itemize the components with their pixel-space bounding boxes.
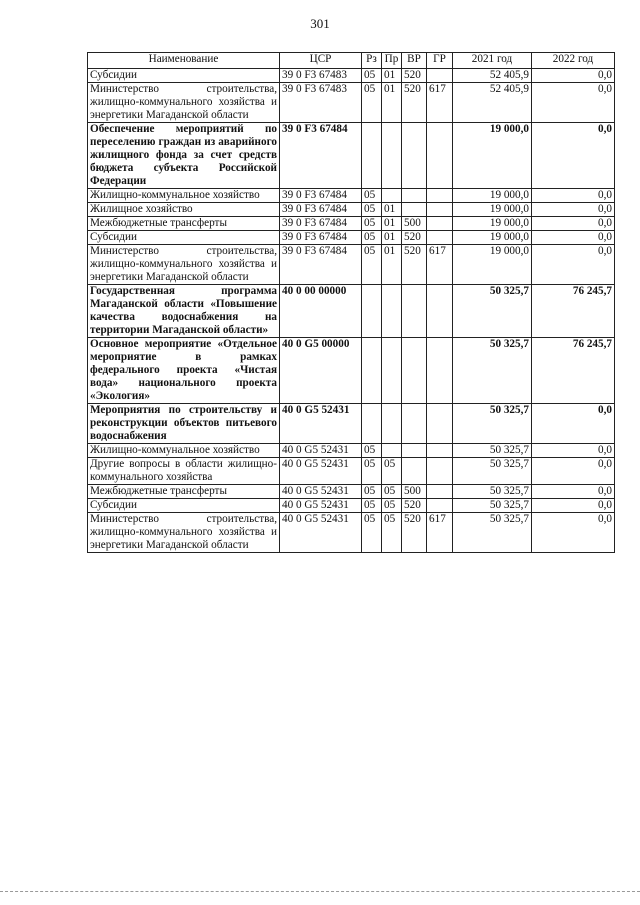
cell-y2022: 0,0	[532, 513, 615, 553]
cell-pr: 01	[382, 83, 402, 123]
cell-name: Жилищное хозяйство	[88, 203, 280, 217]
table-body	[88, 69, 615, 553]
cell-name: Государственная программа Магаданской области «Повышение качества водоснабжения на территории Магаданской области»	[88, 285, 280, 338]
cell-vr	[402, 458, 427, 485]
cell-y2021: 50 325,7	[453, 513, 532, 553]
cell-csr: 40 0 G5 52431	[280, 499, 362, 513]
cell-y2022: 76 245,7	[532, 285, 615, 338]
table-row	[88, 203, 615, 217]
cell-name: Мероприятия по строительству и реконструкции объектов питьевого водоснабжения	[88, 404, 280, 444]
cell-vr: 500	[402, 217, 427, 231]
cell-gr: 617	[427, 513, 453, 553]
table-row	[88, 513, 615, 553]
cell-rz	[362, 404, 382, 444]
cell-name: Жилищно-коммунальное хозяйство	[88, 444, 280, 458]
cell-csr: 39 0 F3 67484	[280, 217, 362, 231]
cell-y2021: 50 325,7	[453, 338, 532, 404]
cell-csr: 39 0 F3 67484	[280, 231, 362, 245]
cell-rz	[362, 285, 382, 338]
cell-rz	[362, 338, 382, 404]
cell-gr: 617	[427, 83, 453, 123]
cell-y2021: 19 000,0	[453, 217, 532, 231]
cell-y2021: 19 000,0	[453, 123, 532, 189]
cell-vr	[402, 189, 427, 203]
table-header-row	[88, 53, 615, 69]
cell-name: Министерство строительства, жилищно-коммунального хозяйства и энергетики Магаданской области	[88, 245, 280, 285]
cell-gr	[427, 189, 453, 203]
cell-rz: 05	[362, 203, 382, 217]
cell-pr: 01	[382, 69, 402, 83]
cell-y2021: 50 325,7	[453, 499, 532, 513]
cell-y2022: 0,0	[532, 404, 615, 444]
cell-rz: 05	[362, 444, 382, 458]
cell-y2021: 52 405,9	[453, 69, 532, 83]
cell-gr	[427, 123, 453, 189]
cell-pr	[382, 285, 402, 338]
cell-y2022: 0,0	[532, 217, 615, 231]
cell-csr: 40 0 G5 00000	[280, 338, 362, 404]
cell-gr	[427, 203, 453, 217]
cell-name: Министерство строительства, жилищно-коммунального хозяйства и энергетики Магаданской области	[88, 83, 280, 123]
cell-vr: 520	[402, 83, 427, 123]
cell-rz	[362, 123, 382, 189]
cell-name: Министерство строительства, жилищно-коммунального хозяйства и энергетики Магаданской области	[88, 513, 280, 553]
cell-y2022: 0,0	[532, 83, 615, 123]
cell-csr: 39 0 F3 67484	[280, 245, 362, 285]
cell-name: Субсидии	[88, 69, 280, 83]
cell-rz: 05	[362, 83, 382, 123]
cell-csr: 39 0 F3 67484	[280, 189, 362, 203]
cell-gr	[427, 444, 453, 458]
table-row	[88, 69, 615, 83]
cell-y2022: 76 245,7	[532, 338, 615, 404]
table-row	[88, 458, 615, 485]
header-gr: ГР	[427, 53, 453, 69]
cell-vr	[402, 123, 427, 189]
cell-y2022: 0,0	[532, 499, 615, 513]
cell-y2021: 19 000,0	[453, 189, 532, 203]
cell-csr: 40 0 00 00000	[280, 285, 362, 338]
cell-y2021: 50 325,7	[453, 458, 532, 485]
table-row	[88, 217, 615, 231]
cell-pr: 05	[382, 485, 402, 499]
header-pr: Пр	[382, 53, 402, 69]
cell-rz: 05	[362, 245, 382, 285]
cell-csr: 39 0 F3 67484	[280, 203, 362, 217]
cell-gr	[427, 404, 453, 444]
cell-rz: 05	[362, 69, 382, 83]
table-row	[88, 231, 615, 245]
cell-csr: 40 0 G5 52431	[280, 513, 362, 553]
cell-y2022: 0,0	[532, 485, 615, 499]
cell-vr: 520	[402, 245, 427, 285]
table-row	[88, 499, 615, 513]
cell-vr	[402, 444, 427, 458]
cell-gr	[427, 458, 453, 485]
cell-gr	[427, 285, 453, 338]
cell-y2022: 0,0	[532, 123, 615, 189]
cell-vr	[402, 404, 427, 444]
header-vr: ВР	[402, 53, 427, 69]
cell-y2022: 0,0	[532, 245, 615, 285]
cell-y2022: 0,0	[532, 203, 615, 217]
cell-vr: 520	[402, 499, 427, 513]
cell-gr	[427, 69, 453, 83]
cell-gr	[427, 485, 453, 499]
cell-y2021: 19 000,0	[453, 231, 532, 245]
cell-pr: 05	[382, 458, 402, 485]
cell-pr: 05	[382, 513, 402, 553]
table-row	[88, 123, 615, 189]
cell-vr	[402, 338, 427, 404]
cell-pr: 05	[382, 499, 402, 513]
cell-rz: 05	[362, 189, 382, 203]
cell-y2022: 0,0	[532, 69, 615, 83]
cell-rz: 05	[362, 458, 382, 485]
cell-y2022: 0,0	[532, 189, 615, 203]
cell-pr: 01	[382, 245, 402, 285]
header-2021: 2021 год	[453, 53, 532, 69]
cell-pr	[382, 338, 402, 404]
cell-y2021: 19 000,0	[453, 245, 532, 285]
cell-csr: 40 0 G5 52431	[280, 404, 362, 444]
table-row	[88, 485, 615, 499]
table-row	[88, 404, 615, 444]
cell-pr: 01	[382, 231, 402, 245]
cell-gr	[427, 217, 453, 231]
cell-pr: 01	[382, 203, 402, 217]
cell-csr: 40 0 G5 52431	[280, 485, 362, 499]
cell-name: Жилищно-коммунальное хозяйство	[88, 189, 280, 203]
cell-gr	[427, 499, 453, 513]
cell-name: Обеспечение мероприятий по переселению граждан из аварийного жилищного фонда за счет средств бюджета субъекта Российской Федерации	[88, 123, 280, 189]
header-name: Наименование	[88, 53, 280, 69]
page-bottom-divider	[0, 891, 640, 892]
cell-y2022: 0,0	[532, 458, 615, 485]
cell-vr	[402, 285, 427, 338]
cell-y2021: 52 405,9	[453, 83, 532, 123]
cell-rz: 05	[362, 499, 382, 513]
cell-csr: 39 0 F3 67483	[280, 69, 362, 83]
cell-y2022: 0,0	[532, 444, 615, 458]
table-row	[88, 245, 615, 285]
cell-vr: 500	[402, 485, 427, 499]
cell-vr	[402, 203, 427, 217]
cell-y2021: 50 325,7	[453, 444, 532, 458]
budget-table	[87, 52, 615, 553]
table-row	[88, 444, 615, 458]
cell-rz: 05	[362, 485, 382, 499]
table-row	[88, 189, 615, 203]
cell-name: Основное мероприятие «Отдельное мероприятие в рамках федерального проекта «Чистая вода» национального проекта «Экология»	[88, 338, 280, 404]
cell-rz: 05	[362, 231, 382, 245]
cell-name: Межбюджетные трансферты	[88, 217, 280, 231]
cell-pr	[382, 404, 402, 444]
cell-pr: 01	[382, 217, 402, 231]
cell-csr: 39 0 F3 67484	[280, 123, 362, 189]
cell-y2021: 50 325,7	[453, 404, 532, 444]
cell-y2021: 50 325,7	[453, 485, 532, 499]
cell-gr: 617	[427, 245, 453, 285]
cell-vr: 520	[402, 231, 427, 245]
cell-y2021: 19 000,0	[453, 203, 532, 217]
cell-rz: 05	[362, 217, 382, 231]
cell-vr: 520	[402, 513, 427, 553]
cell-csr: 40 0 G5 52431	[280, 444, 362, 458]
cell-y2021: 50 325,7	[453, 285, 532, 338]
cell-pr	[382, 123, 402, 189]
header-csr: ЦСР	[280, 53, 362, 69]
cell-pr	[382, 189, 402, 203]
cell-csr: 40 0 G5 52431	[280, 458, 362, 485]
cell-gr	[427, 338, 453, 404]
cell-csr: 39 0 F3 67483	[280, 83, 362, 123]
cell-rz: 05	[362, 513, 382, 553]
cell-gr	[427, 231, 453, 245]
cell-y2022: 0,0	[532, 231, 615, 245]
cell-name: Межбюджетные трансферты	[88, 485, 280, 499]
table-row	[88, 285, 615, 338]
cell-name: Субсидии	[88, 499, 280, 513]
cell-pr	[382, 444, 402, 458]
header-rz: Рз	[362, 53, 382, 69]
table-row	[88, 338, 615, 404]
cell-name: Субсидии	[88, 231, 280, 245]
cell-vr: 520	[402, 69, 427, 83]
page-number: 301	[310, 16, 330, 31]
table-row	[88, 83, 615, 123]
cell-name: Другие вопросы в области жилищно-коммунального хозяйства	[88, 458, 280, 485]
header-2022: 2022 год	[532, 53, 615, 69]
